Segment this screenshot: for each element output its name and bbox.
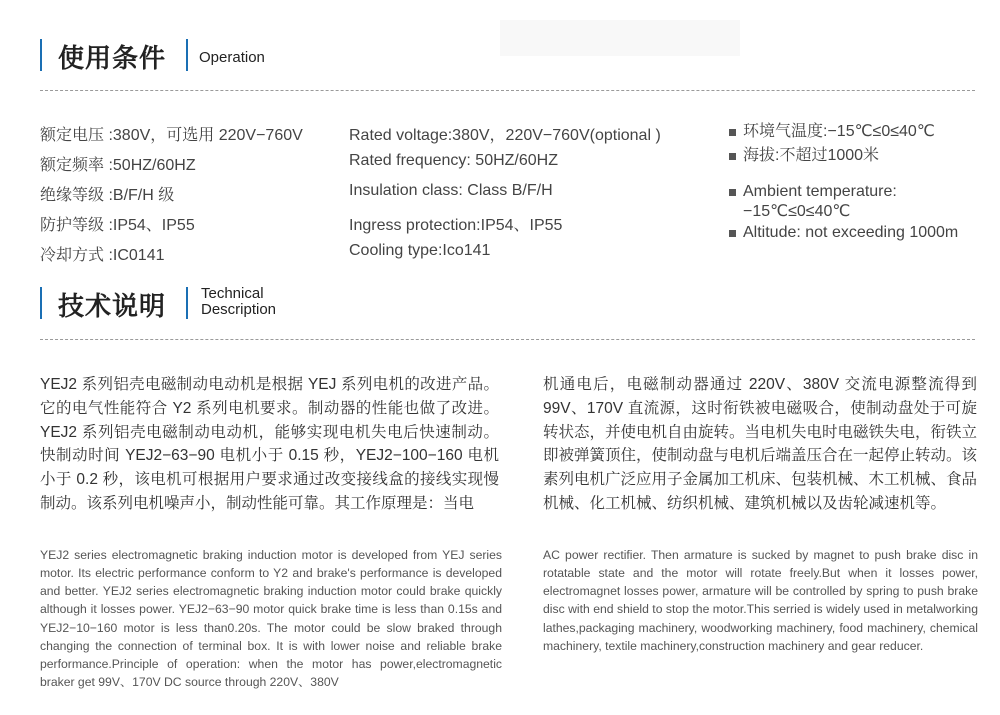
heading-accent-bar [40,39,42,71]
dashed-divider [40,339,975,340]
spec-en-protection: Ingress protection:IP54、IP55 [349,217,563,234]
square-bullet-icon [729,153,736,160]
heading-divider-bar [186,287,188,319]
technical-title-en-line1: Technical [201,285,264,302]
spec-cn-voltage: 额定电压 :380V，可选用 220V−760V [40,127,303,144]
spec-cn-insulation: 绝缘等级 :B/F/H 级 [40,187,175,204]
description-en-right: AC power rectifier. Then armature is sucked by magnet to push brake disc in rotatable state and the motor will rotate freely.But when it losses power, electromagnet losses power, armature will be controlled by spring to push brake disc with end shield to stop the motor.This serried is widely used in metalworking lathes,packaging machinery, woodworking machinery, food machinery, chemical machinery, textile machinery,construction machinery and gear reducer. [543,548,978,653]
spec-en-voltage: Rated voltage:380V，220V−760V(optional ) [349,127,661,144]
operation-title-cn: 使用条件 [58,43,167,73]
heading-accent-bar [40,287,42,319]
heading-divider-bar [186,39,188,71]
square-bullet-icon [729,189,736,196]
spec-en-cooling: Cooling type:Ico141 [349,242,491,259]
description-cn-right: 机通电后，电磁制动器通过 220V、380V 交流电源整流得到 99V、170V 直流源，这时衔铁被电磁吸合，使制动盘处于可旋转状态，并使电机自由旋转。当电机失电时电磁铁失电，衔铁立即被弹簧顶住，使制动盘与电机后端盖压合在一起停止转动。该素列电机广泛应用子金属加工机床、包装机械、木工机械、食品机械、化工机械、纺织机械、建筑机械以及齿轮减速机等。 [543,376,978,512]
condition-ambient-en-range: −15℃≤0≤40℃ [743,203,851,220]
spec-cn-frequency: 额定频率 :50HZ/60HZ [40,157,196,174]
technical-title-en-line2: Description [201,301,277,318]
spec-en-frequency: Rated frequency: 50HZ/60HZ [349,152,558,169]
description-en-left: YEJ2 series electromagnetic braking induction motor is developed from YEJ series motor. Its electric performance conform to Y2 and brake's performance is developed and better. YEJ2 series electromagnetic braking induction motor could brake quickly although it losses power. YEJ2−63−90 motor quick brake time is less than 0.15s and YEJ2−10−160 motor is less than0.20s. The motor could be slow braked through changing the connection of terminal box. It is with lower noise and reliable brake performance.Principle of operation: when the motor has power,electromagnetic braker get 99V、170V DC source through 220V、380V [40,548,502,690]
spec-cn-cooling: 冷却方式 :IC0141 [40,247,165,264]
operation-title-en: Operation [199,49,265,66]
spec-cn-protection: 防护等级 :IP54、IP55 [40,217,195,234]
technical-title-cn: 技术说明 [58,291,167,321]
dashed-divider [40,90,975,91]
faint-background-patch [500,20,740,56]
square-bullet-icon [729,129,736,136]
square-bullet-icon [729,230,736,237]
description-cn-left: YEJ2 系列铝壳电磁制动电动机是根据 YEJ 系列电机的改进产品。它的电气性能符合 Y2 系列电机要求。制动器的性能也做了改进。YEJ2 系列铝壳电磁制动电动机，能够实现电机失电后快速制动。快制动时间 YEJ2−63−90 电机小于 0.15 秒，YEJ2−100−160 电机小于 0.2 秒，该电机可根据用户要求通过改变接线盒的接线实现慢制动。该系列电机噪声小，制动性能可靠。其工作原理是：当电 [40,376,499,512]
spec-en-insulation: Insulation class: Class B/F/H [349,182,553,199]
